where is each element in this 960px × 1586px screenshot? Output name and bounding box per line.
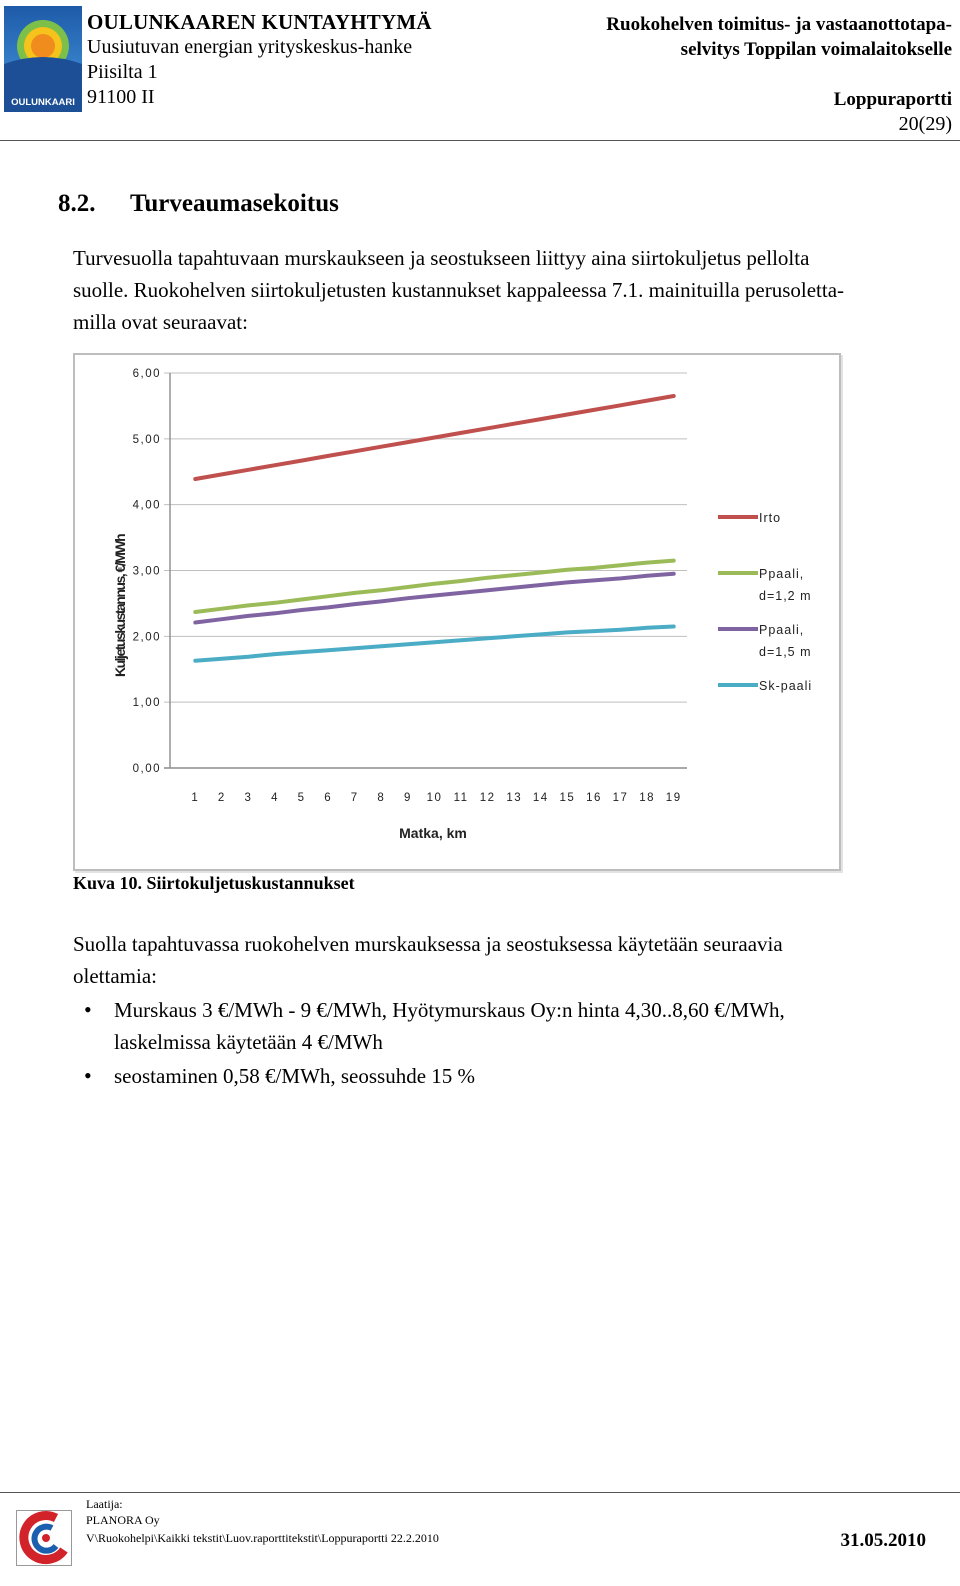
x-tick-label: 15	[559, 792, 576, 804]
legend-label: Ppaali,	[759, 623, 805, 637]
project-name: Uusiutuvan energian yrityskeskus-hanke	[87, 36, 413, 58]
assumptions-line-1: Suolla tapahtuvassa ruokohelven murskauksessa ja seostuksessa käytetään seuraavia	[73, 932, 783, 956]
section-heading	[58, 190, 339, 218]
y-tick-label: 3,00	[132, 565, 161, 578]
y-tick-label: 1,00	[132, 697, 161, 710]
intro-line-2: suolle. Ruokohelven siirtokuljetusten kustannukset kappaleessa 7.1. mainituilla perusoletta-	[73, 278, 845, 302]
series-line-1	[195, 396, 673, 479]
address-line-1: Piisilta 1	[87, 61, 158, 83]
x-tick-label: 8	[377, 792, 386, 804]
legend-label: d=1,2 m	[759, 589, 812, 603]
x-tick-label: 6	[324, 792, 333, 804]
section-title: Turveaumasekoitus	[130, 190, 339, 217]
oulunkaari-logo	[4, 6, 82, 112]
document-title-line-2: selvitys Toppilan voimalaitokselle	[680, 39, 952, 60]
address-line-2: 91100 II	[87, 86, 155, 108]
legend-label: d=1,5 m	[759, 645, 812, 659]
footer-date: 31.05.2010	[840, 1530, 926, 1551]
footer-info	[86, 1496, 439, 1546]
x-tick-label: 11	[453, 792, 469, 804]
author-name: PLANORA Oy	[86, 1513, 160, 1527]
y-tick-label: 6,00	[132, 368, 161, 380]
y-axis-title: Kuljetuskustannus, €/MWh	[112, 534, 128, 677]
header-left	[87, 10, 432, 110]
y-tick-label: 0,00	[132, 763, 161, 775]
assumptions-paragraph	[73, 928, 943, 992]
legend-label: Sk-paali	[759, 679, 813, 693]
chart-canvas	[75, 355, 839, 869]
bullet-1-line-1: • Murskaus 3 €/MWh - 9 €/MWh, Hyötymurskaus Oy:n hinta 4,30..8,60 €/MWh,	[114, 998, 785, 1022]
x-tick-label: 7	[350, 792, 359, 804]
intro-paragraph	[73, 242, 943, 338]
x-tick-label: 19	[665, 792, 682, 804]
document-title-line-1: Ruokohelven toimitus- ja vastaanottotapa-	[606, 14, 952, 35]
figure-caption: Kuva 10. Siirtokuljetuskustannukset	[73, 873, 355, 893]
organization-name: OULUNKAAREN KUNTAYHTYMÄ	[87, 10, 432, 34]
section-number: 8.2.	[58, 190, 96, 217]
x-tick-label: 5	[297, 792, 306, 804]
x-tick-label: 10	[426, 792, 443, 804]
x-tick-label: 14	[532, 792, 549, 804]
logo-text: OULUNKAARI	[11, 97, 75, 108]
x-axis-title: Matka, km	[399, 825, 467, 841]
y-tick-label: 5,00	[132, 433, 161, 446]
series-line-3	[195, 574, 673, 623]
x-tick-label: 12	[479, 792, 496, 804]
x-tick-label: 3	[244, 792, 253, 804]
x-tick-label: 13	[506, 792, 523, 804]
list-item	[84, 1060, 946, 1092]
file-path: V\Ruokohelpi\Kaikki tekstit\Luov.raporttitekstit\Loppuraportti 22.2.2010	[86, 1531, 439, 1545]
bullet-2-line-1: • seostaminen 0,58 €/MWh, seossuhde 15 %	[114, 1064, 476, 1088]
header-right	[606, 12, 952, 137]
legend-label: Ppaali,	[759, 567, 805, 581]
y-tick-label: 4,00	[132, 499, 161, 512]
author-label: Laatija:	[86, 1497, 123, 1511]
x-tick-label: 9	[403, 792, 412, 804]
footer-divider	[0, 1492, 960, 1493]
assumptions-list	[84, 994, 946, 1094]
x-tick-label: 17	[612, 792, 629, 804]
planora-logo	[16, 1510, 72, 1566]
intro-line-1: Turvesuolla tapahtuvaan murskaukseen ja seostukseen liittyy aina siirtokuljetus pellolta	[73, 246, 810, 270]
transport-cost-chart	[73, 353, 841, 871]
bullet-1-line-2: laskelmissa käytetään 4 €/MWh	[114, 1030, 383, 1054]
y-tick-label: 2,00	[132, 631, 161, 644]
page-number: 20(29)	[898, 113, 952, 135]
report-type: Loppuraportti	[833, 89, 952, 110]
intro-line-3: milla ovat seuraavat:	[73, 310, 248, 334]
series-line-2	[195, 561, 673, 612]
assumptions-line-2: olettamia:	[73, 964, 157, 988]
x-tick-label: 4	[271, 792, 279, 804]
x-tick-label: 1	[191, 792, 200, 804]
header-divider	[0, 140, 960, 141]
list-item	[84, 994, 946, 1058]
x-tick-label: 18	[639, 792, 656, 804]
legend-label: Irto	[759, 511, 782, 525]
x-tick-label: 16	[586, 792, 602, 804]
series-line-4	[195, 627, 673, 661]
x-tick-label: 2	[217, 792, 226, 804]
